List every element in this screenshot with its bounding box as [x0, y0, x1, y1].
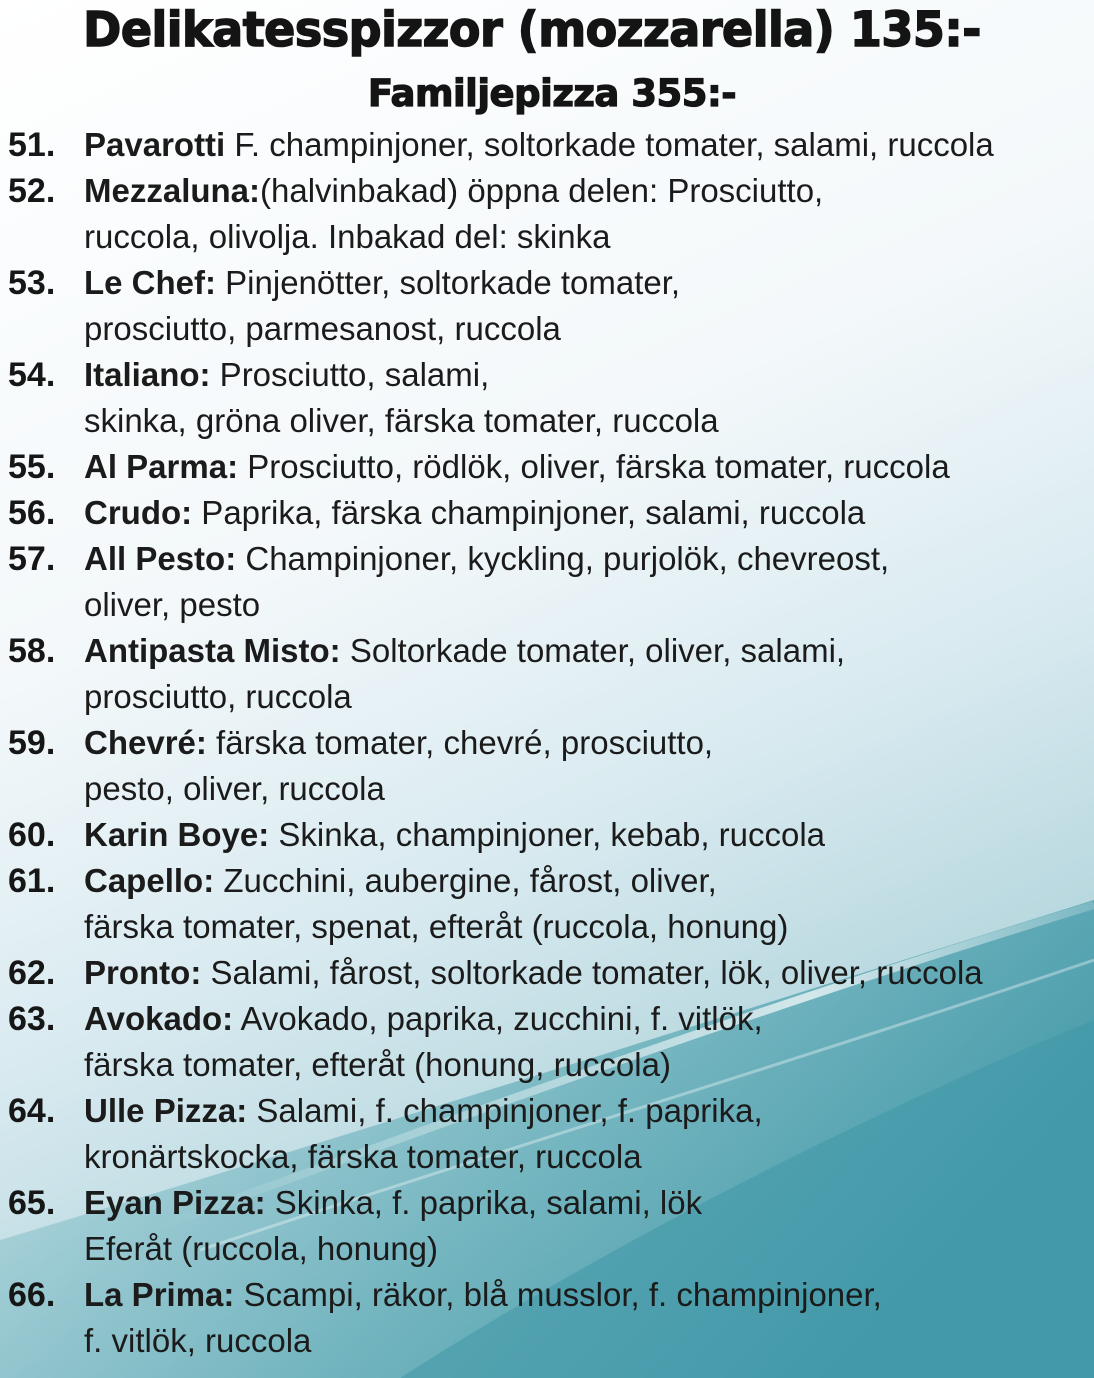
item-number: 58. — [8, 632, 56, 670]
menu-item — [8, 996, 1094, 1088]
item-number: 53. — [8, 264, 56, 302]
pizza-name: Al Parma: — [84, 448, 239, 485]
description-line — [84, 260, 680, 306]
ingredients-text: (halvinbakad) öppna delen: Prosciutto, — [260, 172, 824, 209]
ingredients-text: oliver, pesto — [84, 586, 261, 623]
ingredients-text: Scampi, räkor, blå musslor, f. champinjoner, — [234, 1276, 882, 1313]
description-line — [84, 536, 889, 582]
description-line — [84, 1134, 763, 1180]
menu-item — [8, 444, 1094, 490]
item-number: 55. — [8, 448, 56, 486]
item-description — [84, 122, 994, 168]
item-description — [84, 1272, 882, 1364]
item-description — [84, 628, 845, 720]
item-description — [84, 1088, 763, 1180]
ingredients-text: färska tomater, spenat, efteråt (ruccola, honung) — [84, 908, 789, 945]
ingredients-text: F. champinjoner, soltorkade tomater, salami, ruccola — [225, 126, 994, 163]
description-line — [84, 444, 950, 490]
item-description — [84, 260, 680, 352]
description-line — [84, 628, 845, 674]
description-line — [84, 582, 889, 628]
ingredients-text: Salami, fårost, soltorkade tomater, lök, oliver, ruccola — [201, 954, 983, 991]
description-line — [84, 904, 788, 950]
menu-item — [8, 720, 1094, 812]
pizza-list — [8, 122, 1094, 1364]
pizza-name: Le Chef: — [84, 264, 216, 301]
item-description — [84, 168, 823, 260]
item-number: 61. — [8, 862, 56, 900]
description-line — [84, 1318, 882, 1364]
ingredients-text: Paprika, färska champinjoner, salami, ruccola — [192, 494, 866, 531]
description-line — [84, 858, 788, 904]
item-number: 65. — [8, 1184, 56, 1222]
ingredients-text: Pinjenötter, soltorkade tomater, — [216, 264, 681, 301]
item-number: 62. — [8, 954, 56, 992]
menu-item — [8, 122, 1094, 168]
description-line — [84, 122, 994, 168]
description-line — [84, 306, 680, 352]
pizza-name: Crudo: — [84, 494, 193, 531]
description-line — [84, 490, 865, 536]
menu-item — [8, 490, 1094, 536]
menu-item — [8, 1180, 1094, 1272]
item-number: 66. — [8, 1276, 56, 1314]
pizza-name: Karin Boye: — [84, 816, 270, 853]
description-line — [84, 1272, 882, 1318]
item-number: 60. — [8, 816, 56, 854]
menu-item — [8, 352, 1094, 444]
menu-item — [8, 168, 1094, 260]
pizza-name: La Prima: — [84, 1276, 235, 1313]
menu-item — [8, 536, 1094, 628]
item-description — [84, 950, 983, 996]
menu-heading: Delikatesspizzor (mozzarella) 135:- — [83, 0, 981, 58]
pizza-name: Pronto: — [84, 954, 202, 991]
ingredients-text: Eferåt (ruccola, honung) — [84, 1230, 439, 1267]
description-line — [84, 214, 823, 260]
pizza-name: Mezzaluna: — [84, 172, 261, 209]
item-number: 56. — [8, 494, 56, 532]
ingredients-text: skinka, gröna oliver, färska tomater, ruccola — [84, 402, 719, 439]
ingredients-text: Prosciutto, rödlök, oliver, färska tomater, ruccola — [238, 448, 950, 485]
ingredients-text: f. vitlök, ruccola — [84, 1322, 312, 1359]
ingredients-text: Champinjoner, kyckling, purjolök, chevreost, — [236, 540, 890, 577]
description-line — [84, 352, 719, 398]
item-description — [84, 996, 763, 1088]
ingredients-text: Soltorkade tomater, oliver, salami, — [340, 632, 846, 669]
ingredients-text: prosciutto, parmesanost, ruccola — [84, 310, 561, 347]
description-line — [84, 168, 823, 214]
item-description — [84, 536, 889, 628]
ingredients-text: ruccola, olivolja. Inbakad del: skinka — [84, 218, 611, 255]
item-number: 63. — [8, 1000, 56, 1038]
ingredients-text: Prosciutto, salami, — [210, 356, 490, 393]
item-description — [84, 720, 713, 812]
menu-item — [8, 1088, 1094, 1180]
item-description — [84, 858, 788, 950]
description-line — [84, 1180, 702, 1226]
ingredients-text: Zucchini, aubergine, fårost, oliver, — [214, 862, 717, 899]
item-number: 52. — [8, 172, 56, 210]
ingredients-text: färska tomater, chevré, prosciutto, — [206, 724, 714, 761]
item-description — [84, 352, 719, 444]
pizza-name: Pavarotti — [84, 126, 226, 163]
item-number: 57. — [8, 540, 56, 578]
item-description — [84, 490, 865, 536]
description-line — [84, 996, 763, 1042]
pizza-name: Eyan Pizza: — [84, 1184, 266, 1221]
pizza-name: Antipasta Misto: — [84, 632, 341, 669]
menu-item — [8, 628, 1094, 720]
item-description — [84, 444, 950, 490]
pizza-name: Capello: — [84, 862, 215, 899]
description-line — [84, 1088, 763, 1134]
menu-item — [8, 812, 1094, 858]
item-number: 64. — [8, 1092, 56, 1130]
ingredients-text: pesto, oliver, ruccola — [84, 770, 385, 807]
ingredients-text: Skinka, f. paprika, salami, lök — [265, 1184, 703, 1221]
description-line — [84, 766, 713, 812]
pizza-name: Ulle Pizza: — [84, 1092, 248, 1129]
pizza-name: Chevré: — [84, 724, 207, 761]
item-description — [84, 812, 825, 858]
ingredients-text: prosciutto, ruccola — [84, 678, 352, 715]
ingredients-text: Skinka, champinjoner, kebab, ruccola — [269, 816, 826, 853]
description-line — [84, 1226, 702, 1272]
ingredients-text: Salami, f. champinjoner, f. paprika, — [247, 1092, 763, 1129]
description-line — [84, 674, 845, 720]
pizza-name: Italiano: — [84, 356, 211, 393]
ingredients-text: färska tomater, efteråt (honung, ruccola) — [84, 1046, 671, 1083]
description-line — [84, 398, 719, 444]
item-number: 59. — [8, 724, 56, 762]
ingredients-text: kronärtskocka, färska tomater, ruccola — [84, 1138, 642, 1175]
description-line — [84, 950, 983, 996]
description-line — [84, 1042, 763, 1088]
description-line — [84, 812, 825, 858]
item-number: 54. — [8, 356, 56, 394]
item-number: 51. — [8, 126, 56, 164]
menu-subheading: Familjepizza 355:- — [367, 72, 737, 115]
description-line — [84, 720, 713, 766]
pizza-name: Avokado: — [84, 1000, 234, 1037]
menu-item — [8, 950, 1094, 996]
item-description — [84, 1180, 702, 1272]
menu-item — [8, 260, 1094, 352]
pizza-name: All Pesto: — [84, 540, 237, 577]
ingredients-text: Avokado, paprika, zucchini, f. vitlök, — [233, 1000, 763, 1037]
menu-item — [8, 1272, 1094, 1364]
menu-item — [8, 858, 1094, 950]
